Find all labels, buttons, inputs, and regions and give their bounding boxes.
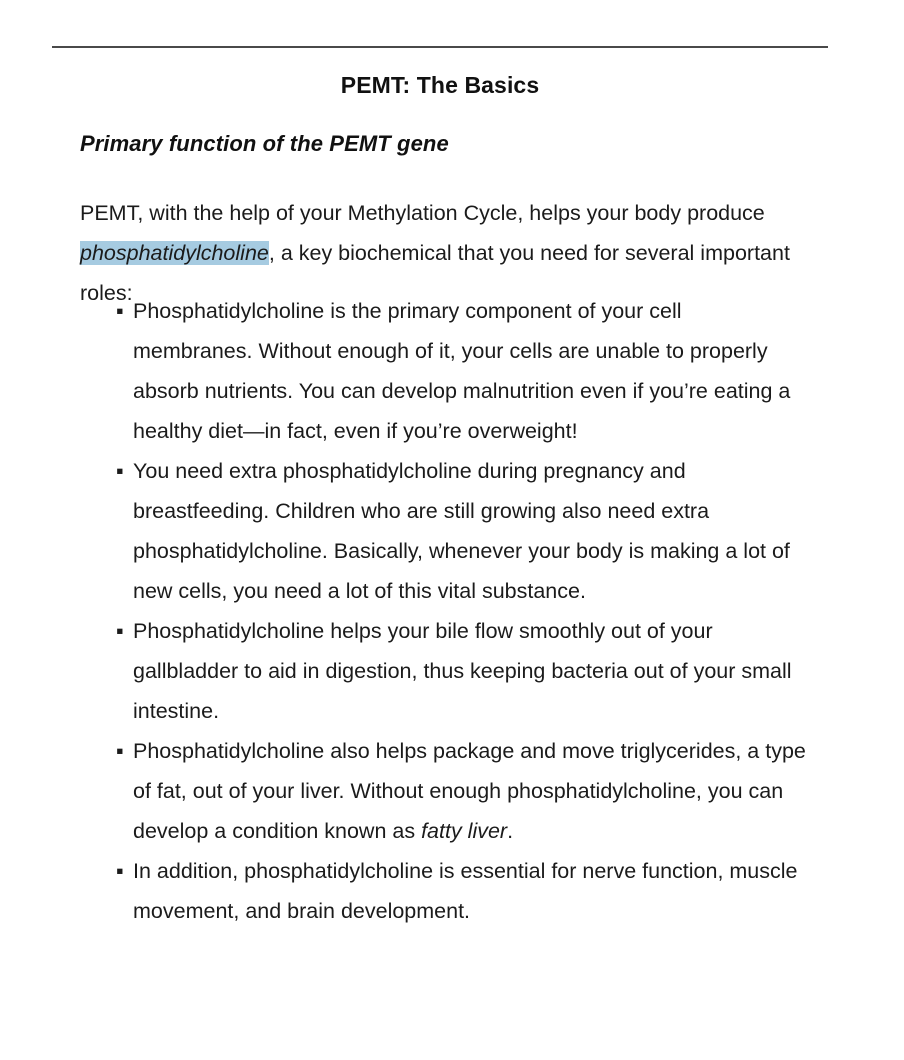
list-item-text-after-italic: .: [507, 819, 514, 843]
list-item: [116, 851, 806, 931]
italic-term: fatty liver: [421, 819, 508, 843]
list-item-text: Phosphatidylcholine helps your bile flow smoothly out of your gallbladder to aid in digestion, thus keeping bacteria out of your small intestine.: [133, 619, 792, 723]
list-item: [116, 451, 806, 611]
list-item: [116, 731, 806, 851]
square-bullet-icon: ▪: [116, 459, 124, 483]
list-item: [116, 291, 806, 451]
list-item-text-before-italic: Phosphatidylcholine also helps package and move triglycerides, a type of fat, out of your liver. Without enough phosphatidylcholine, you can develop a condition known as: [133, 739, 806, 843]
list-item-text: You need extra phosphatidylcholine during pregnancy and breastfeeding. Children who are still growing also need extra phosphatidylcholine. Basically, whenever your body is making a lot of new cells, you need a lot of this vital substance.: [133, 459, 790, 603]
intro-text-after-highlight: , a key biochemical that you need for several important roles:: [80, 240, 790, 305]
list-item: [116, 611, 806, 731]
list-item-text: [133, 731, 806, 851]
page-title: PEMT: The Basics: [340, 72, 540, 98]
benefits-bullet-list: [116, 291, 806, 931]
square-bullet-icon: ▪: [116, 739, 124, 763]
square-bullet-icon: ▪: [116, 619, 124, 643]
header-divider: [52, 46, 828, 48]
square-bullet-icon: ▪: [116, 299, 124, 323]
square-bullet-icon: ▪: [116, 859, 124, 883]
section-heading: Primary function of the PEMT gene: [80, 131, 449, 156]
intro-text-before-highlight: PEMT, with the help of your Methylation Cycle, helps your body produce: [80, 200, 765, 225]
highlighted-term: phosphatidylcholine: [80, 240, 269, 265]
list-item-text: Phosphatidylcholine is the primary component of your cell membranes. Without enough of it, your cells are unable to properly absorb nutrients. You can develop malnutrition even if you’re eating a healthy diet—in fact, even if you’re overweight!: [133, 299, 791, 443]
list-item-text: In addition, phosphatidylcholine is essential for nerve function, muscle movement, and brain development.: [133, 859, 798, 923]
